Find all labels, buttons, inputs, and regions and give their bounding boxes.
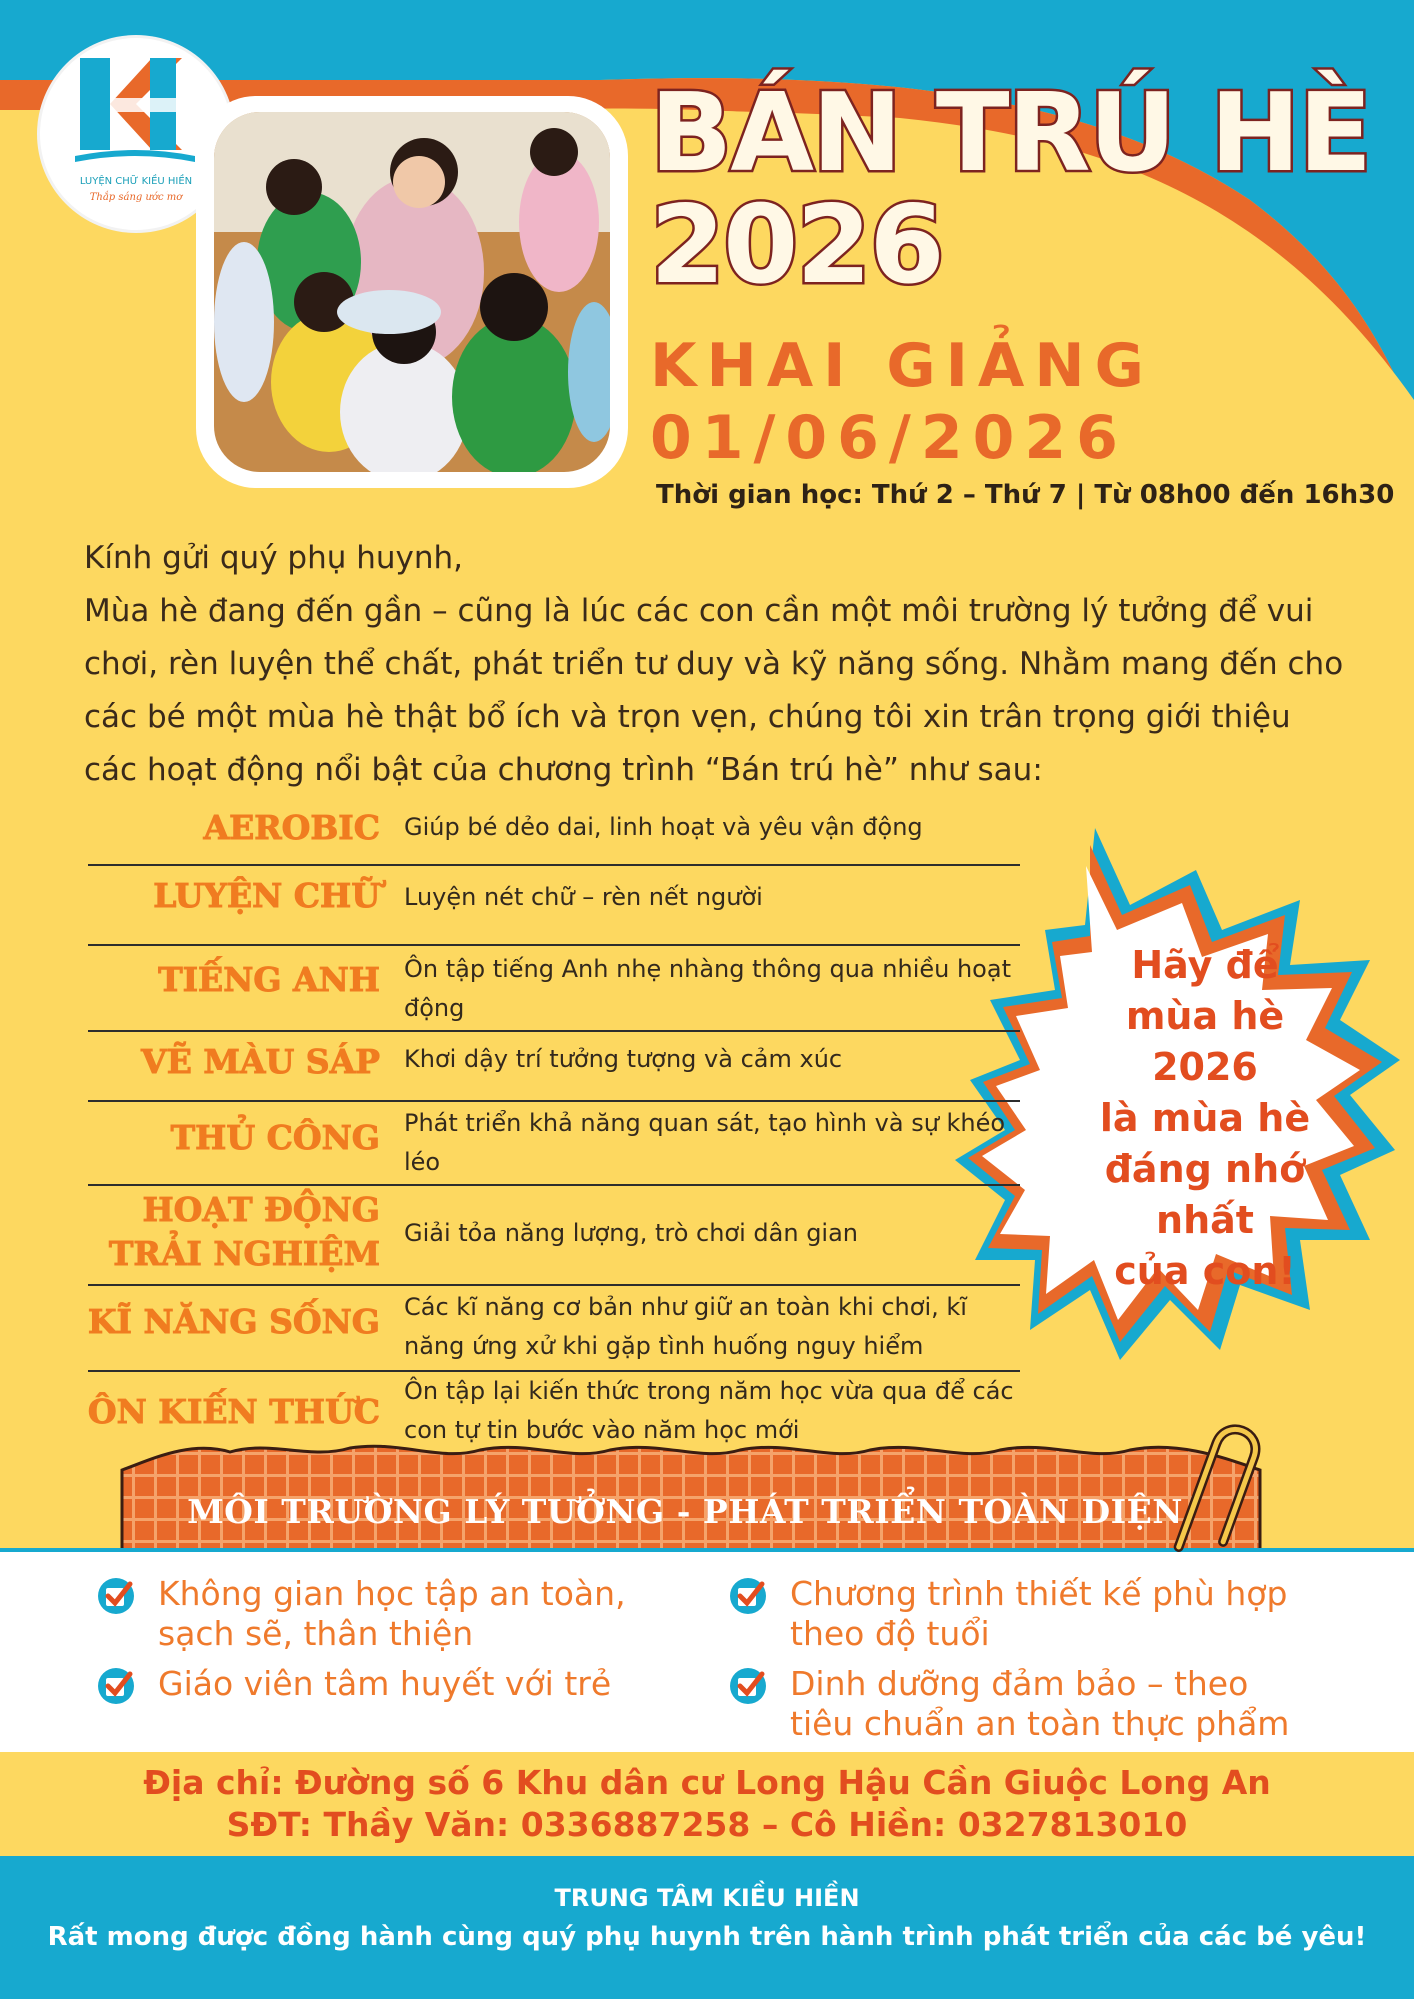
burst-callout [1060,940,1350,1297]
title-line2: 2026 [650,183,943,308]
footer [0,1856,1414,1999]
benefit-line: Không gian học tập an toàn, [158,1574,626,1613]
row-divider [88,944,1020,946]
activity-name: ÔN KIẾN THỨC [87,1392,380,1431]
burst-line: của con! [1114,1249,1296,1293]
burst-line: là mùa hè [1099,1096,1311,1140]
benefit-line: theo độ tuổi [790,1614,990,1653]
benefit-item [158,1574,626,1654]
burst-line: Hãy để [1131,943,1279,987]
schedule-text: Thời gian học: Thứ 2 – Thứ 7 | Từ 08h00 đến 16h30 [656,480,1395,510]
activity-desc: Luyện nét chữ – rèn nết người [404,883,763,911]
row-divider [88,864,1020,866]
activity-desc: Giải tỏa năng lượng, trò chơi dân gian [404,1219,859,1247]
benefit-line: Dinh dưỡng đảm bảo – theo [790,1664,1249,1703]
row-divider [88,1184,1020,1186]
opening-date-value: 01/06/2026 [650,403,1128,473]
benefit-line: Giáo viên tâm huyết với trẻ [158,1664,612,1703]
activity-name: TIẾNG ANH [158,960,380,999]
burst-line: 2026 [1152,1045,1258,1089]
checkbox-check-icon [96,1576,136,1616]
activity-desc: Phát triển khả năng quan sát, tạo hình và sự khéo léo [404,1109,1006,1176]
burst-line: nhất [1156,1198,1254,1242]
activity-desc: Giúp bé dẻo dai, linh hoạt và yêu vận động [404,813,923,841]
kh-logo-icon [70,52,200,172]
intro-letter [84,532,1344,797]
activity-desc: Ôn tập lại kiến thức trong năm học vừa qua để các con tự tin bước vào năm học mới [404,1377,1014,1444]
activity-desc: Khơi dậy trí tưởng tượng và cảm xúc [404,1045,843,1073]
activity-desc: Ôn tập tiếng Anh nhẹ nhàng thông qua nhiều hoạt động [404,955,1011,1022]
opening-date [650,330,1154,474]
activity-name: LUYỆN CHỮ [153,876,380,915]
benefit-line: tiêu chuẩn an toàn thực phẩm [790,1704,1290,1743]
benefit-line: sạch sẽ, thân thiện [158,1614,474,1653]
environment-banner: MÔI TRƯỜNG LÝ TƯỞNG - PHÁT TRIỂN TOÀN DIỆN [187,1492,1183,1531]
benefits-section [0,1552,1414,1752]
logo-slogan: Thắp sáng ước mơ [89,192,183,203]
contact-info [0,1752,1414,1856]
burst-line: đáng nhớ [1104,1147,1306,1191]
activity-name: KĨ NĂNG SỐNG [87,1302,380,1341]
benefit-item [790,1664,1289,1744]
phone-text: SĐT: Thầy Văn: 0336887258 – Cô Hiền: 0327813010 [226,1805,1188,1844]
benefit-line: Chương trình thiết kế phù hợp [790,1574,1288,1613]
activity-name: AEROBIC [203,808,380,847]
title-line1: BÁN TRÚ HÈ [650,71,1371,196]
row-divider [88,1030,1020,1032]
row-divider [88,1284,1020,1286]
intro-body: Mùa hè đang đến gần – cũng là lúc các con cần một môi trường lý tưởng để vui chơi, rèn luyện thể chất, phát triển tư duy và kỹ năng sống. Nhằm mang đến cho các bé một mùa hè thật bổ ích và trọn vẹn, chúng tôi xin trân trọng giới thiệu các hoạt động nổi bật của chương trình “Bán trú hè” như sau: [84,593,1344,788]
page-title [650,71,1371,308]
footer-message: Rất mong được đồng hành cùng quý phụ huynh trên hành trình phát triển của các bé yêu! [47,1922,1367,1952]
logo-name: LUYỆN CHỮ KIỀU HIỀN [79,176,193,187]
address-text: Địa chỉ: Đường số 6 Khu dân cư Long Hậu Cần Giuộc Long An [143,1763,1271,1802]
activity-name: VẼ MÀU SÁP [141,1042,380,1081]
children-activity-image [214,112,610,472]
row-divider [88,1100,1020,1102]
classroom-photo [196,96,628,488]
checkbox-check-icon [728,1666,768,1706]
burst-line: mùa hè [1125,994,1285,1038]
checkbox-check-icon [96,1666,136,1706]
greeting: Kính gửi quý phụ huynh, [84,540,464,576]
activity-name: HOẠT ĐỘNG TRẢI NGHIỆM [108,1190,380,1273]
opening-label: KHAI GIẢNG [650,331,1154,401]
checkbox-check-icon [728,1576,768,1616]
activity-name: THỦ CÔNG [170,1118,380,1157]
activity-desc: Các kĩ năng cơ bản như giữ an toàn khi chơi, kĩ năng ứng xử khi gặp tình huống nguy hiểm [404,1293,967,1360]
benefit-item [790,1574,1287,1654]
benefit-item [158,1664,611,1704]
center-name: TRUNG TÂM KIỀU HIỀN [554,1884,860,1912]
